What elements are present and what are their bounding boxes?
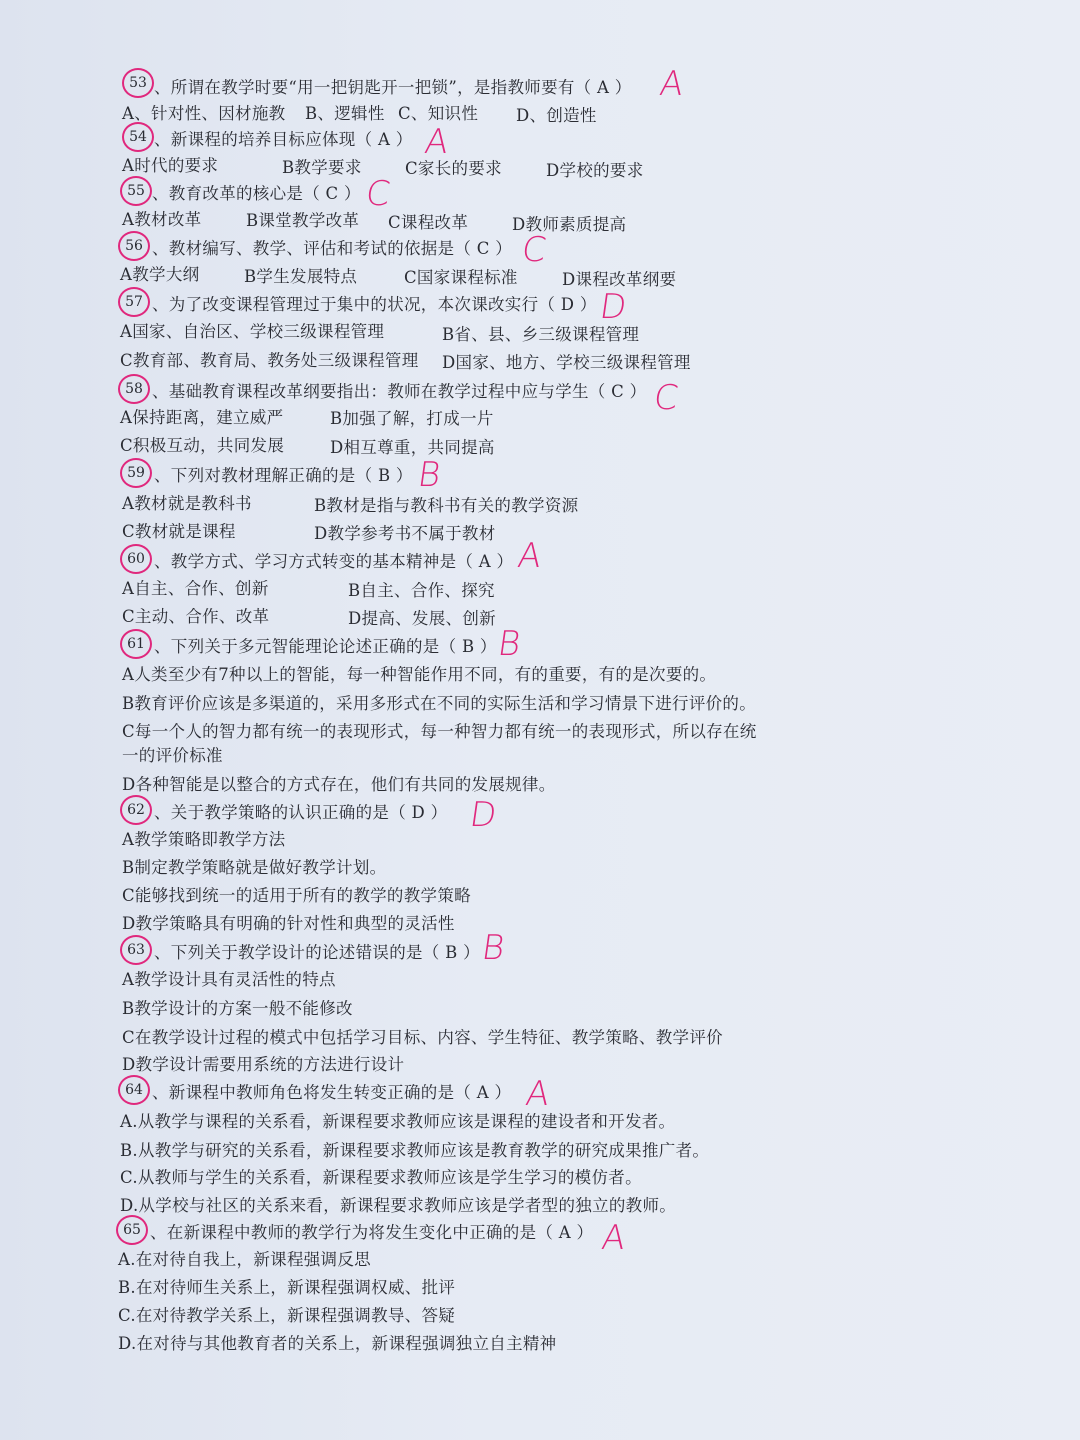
option: C.在对待教学关系上，新课程强调教导、答疑 (118, 1306, 456, 1325)
handwritten-answer: A (515, 536, 545, 576)
option: A教学设计具有灵活性的特点 (122, 970, 336, 989)
handwritten-answer: D (467, 795, 499, 835)
question-text: 、新课程的培养目标应体现（ A ） (154, 130, 413, 149)
option: C.从教师与学生的关系看，新课程要求教师应该是学生学习的模仿者。 (120, 1168, 642, 1187)
handwritten-answer: C (519, 230, 549, 270)
option: B教材是指与教科书有关的教学资源 (314, 496, 579, 515)
option: C能够找到统一的适用于所有的教学的教学策略 (122, 886, 471, 905)
option: D.从学校与社区的关系来看，新课程要求教师应该是学者型的独立的教师。 (120, 1196, 677, 1215)
handwritten-answer: C (651, 378, 681, 418)
option: C在教学设计过程的模式中包括学习目标、内容、学生特征、教学策略、教学评价 (122, 1028, 723, 1047)
question-text: 、基础教育课程改革纲要指出：教师在教学过程中应与学生（ C ） (152, 382, 647, 401)
option: C积极互动，共同发展 (120, 436, 285, 455)
option: A教学大纲 (120, 265, 200, 284)
handwritten-answer: B (495, 624, 524, 664)
question-number-circle: 62 (120, 795, 152, 825)
option: B课堂教学改革 (246, 211, 360, 230)
option: A自主、合作、创新 (122, 579, 269, 598)
option: D课程改革纲要 (562, 270, 677, 289)
option: C每一个人的智力都有统一的表现形式，每一种智力都有统一的表现形式，所以存在统 (122, 722, 757, 741)
option: C教育部、教育局、教务处三级课程管理 (120, 351, 419, 370)
option: A教材改革 (122, 210, 202, 229)
question-number-circle: 61 (120, 629, 152, 659)
handwritten-answer: A (523, 1074, 553, 1114)
option: A时代的要求 (122, 156, 219, 175)
option: D提高、发展、创新 (348, 609, 496, 628)
question-number-circle: 54 (122, 122, 154, 152)
option: B加强了解，打成一片 (330, 409, 494, 428)
option: C、知识性 (398, 104, 479, 123)
question-number-circle: 58 (118, 374, 150, 404)
option: D教学参考书不属于教材 (314, 524, 496, 543)
option: B教育评价应该是多渠道的，采用多形式在不同的实际生活和学习情景下进行评价的。 (122, 694, 757, 713)
question-text: 、所谓在教学时要“用一把钥匙开一把锁”，是指教师要有（ A ） (154, 78, 632, 97)
handwritten-answer: A (422, 122, 452, 162)
option: D教师素质提高 (512, 215, 627, 234)
handwritten-answer: A (657, 64, 687, 104)
option: D、创造性 (516, 106, 597, 125)
option: A教学策略即教学方法 (122, 830, 286, 849)
option: A.从教学与课程的关系看，新课程要求教师应该是课程的建设者和开发者。 (120, 1112, 676, 1131)
question-text: 、教学方式、学习方式转变的基本精神是（ A ） (154, 552, 514, 571)
option: C教材就是课程 (122, 522, 236, 541)
option: A、针对性、因材施教 (122, 104, 286, 123)
option: B、逻辑性 (305, 104, 385, 123)
option: B制定教学策略就是做好教学计划。 (122, 858, 387, 877)
question-text: 、在新课程中教师的教学行为将发生变化中正确的是（ A ） (150, 1223, 594, 1242)
question-text: 、新课程中教师角色将发生转变正确的是（ A ） (152, 1083, 512, 1102)
option: D教学设计需要用系统的方法进行设计 (122, 1055, 405, 1074)
option: C国家课程标准 (404, 268, 518, 287)
handwritten-answer: D (597, 287, 629, 327)
question-text: 、下列对教材理解正确的是（ B ） (154, 466, 413, 485)
handwritten-answer: C (363, 174, 393, 214)
option: D学校的要求 (546, 161, 644, 180)
question-text: 、下列关于教学设计的论述错误的是（ B ） (154, 943, 480, 962)
question-text: 、下列关于多元智能理论论述正确的是（ B ） (154, 637, 497, 656)
question-text: 、关于教学策略的认识正确的是（ D ） (154, 803, 448, 822)
option: C课程改革 (388, 213, 469, 232)
question-number-circle: 55 (120, 176, 152, 206)
option: A.在对待自我上，新课程强调反思 (118, 1250, 371, 1269)
option: A保持距离，建立威严 (120, 408, 284, 427)
option: B.在对待师生关系上，新课程强调权威、批评 (118, 1278, 456, 1297)
question-text: 、教材编写、教学、评估和考试的依据是（ C ） (152, 239, 513, 258)
question-number-circle: 56 (118, 231, 150, 261)
option: D相互尊重，共同提高 (330, 438, 495, 457)
option: A教材就是教科书 (122, 494, 252, 513)
question-number-circle: 57 (118, 287, 150, 317)
question-number-circle: 64 (118, 1075, 150, 1105)
option: D各种智能是以整合的方式存在，他们有共同的发展规律。 (122, 775, 556, 794)
option: D教学策略具有明确的针对性和典型的灵活性 (122, 914, 455, 933)
option: B学生发展特点 (244, 267, 358, 286)
handwritten-answer: A (599, 1218, 629, 1258)
option: D国家、地方、学校三级课程管理 (442, 353, 691, 372)
question-number-circle: 63 (120, 935, 152, 965)
option: D.在对待与其他教育者的关系上，新课程强调独立自主精神 (118, 1334, 557, 1353)
question-number-circle: 53 (122, 68, 154, 98)
option: C主动、合作、改革 (122, 607, 270, 626)
handwritten-answer: B (415, 455, 444, 495)
question-number-circle: 65 (116, 1215, 148, 1245)
option: B自主、合作、探究 (348, 581, 495, 600)
question-text: 、为了改变课程管理过于集中的状况，本次课改实行（ D ） (152, 295, 597, 314)
option-continuation: 一的评价标准 (122, 746, 223, 765)
option: B教学设计的方案一般不能修改 (122, 999, 353, 1018)
option: A人类至少有7种以上的智能，每一种智能作用不同，有的重要，有的是次要的。 (122, 665, 717, 684)
option: B省、县、乡三级课程管理 (442, 325, 640, 344)
option: B.从教学与研究的关系看，新课程要求教师应该是教育教学的研究成果推广者。 (120, 1141, 710, 1160)
handwritten-answer: B (479, 928, 508, 968)
question-number-circle: 60 (120, 544, 152, 574)
question-text: 、教育改革的核心是（ C ） (152, 184, 361, 203)
question-number-circle: 59 (120, 458, 152, 488)
option: B教学要求 (282, 158, 362, 177)
option: A国家、自治区、学校三级课程管理 (120, 322, 385, 341)
option: C家长的要求 (405, 159, 502, 178)
